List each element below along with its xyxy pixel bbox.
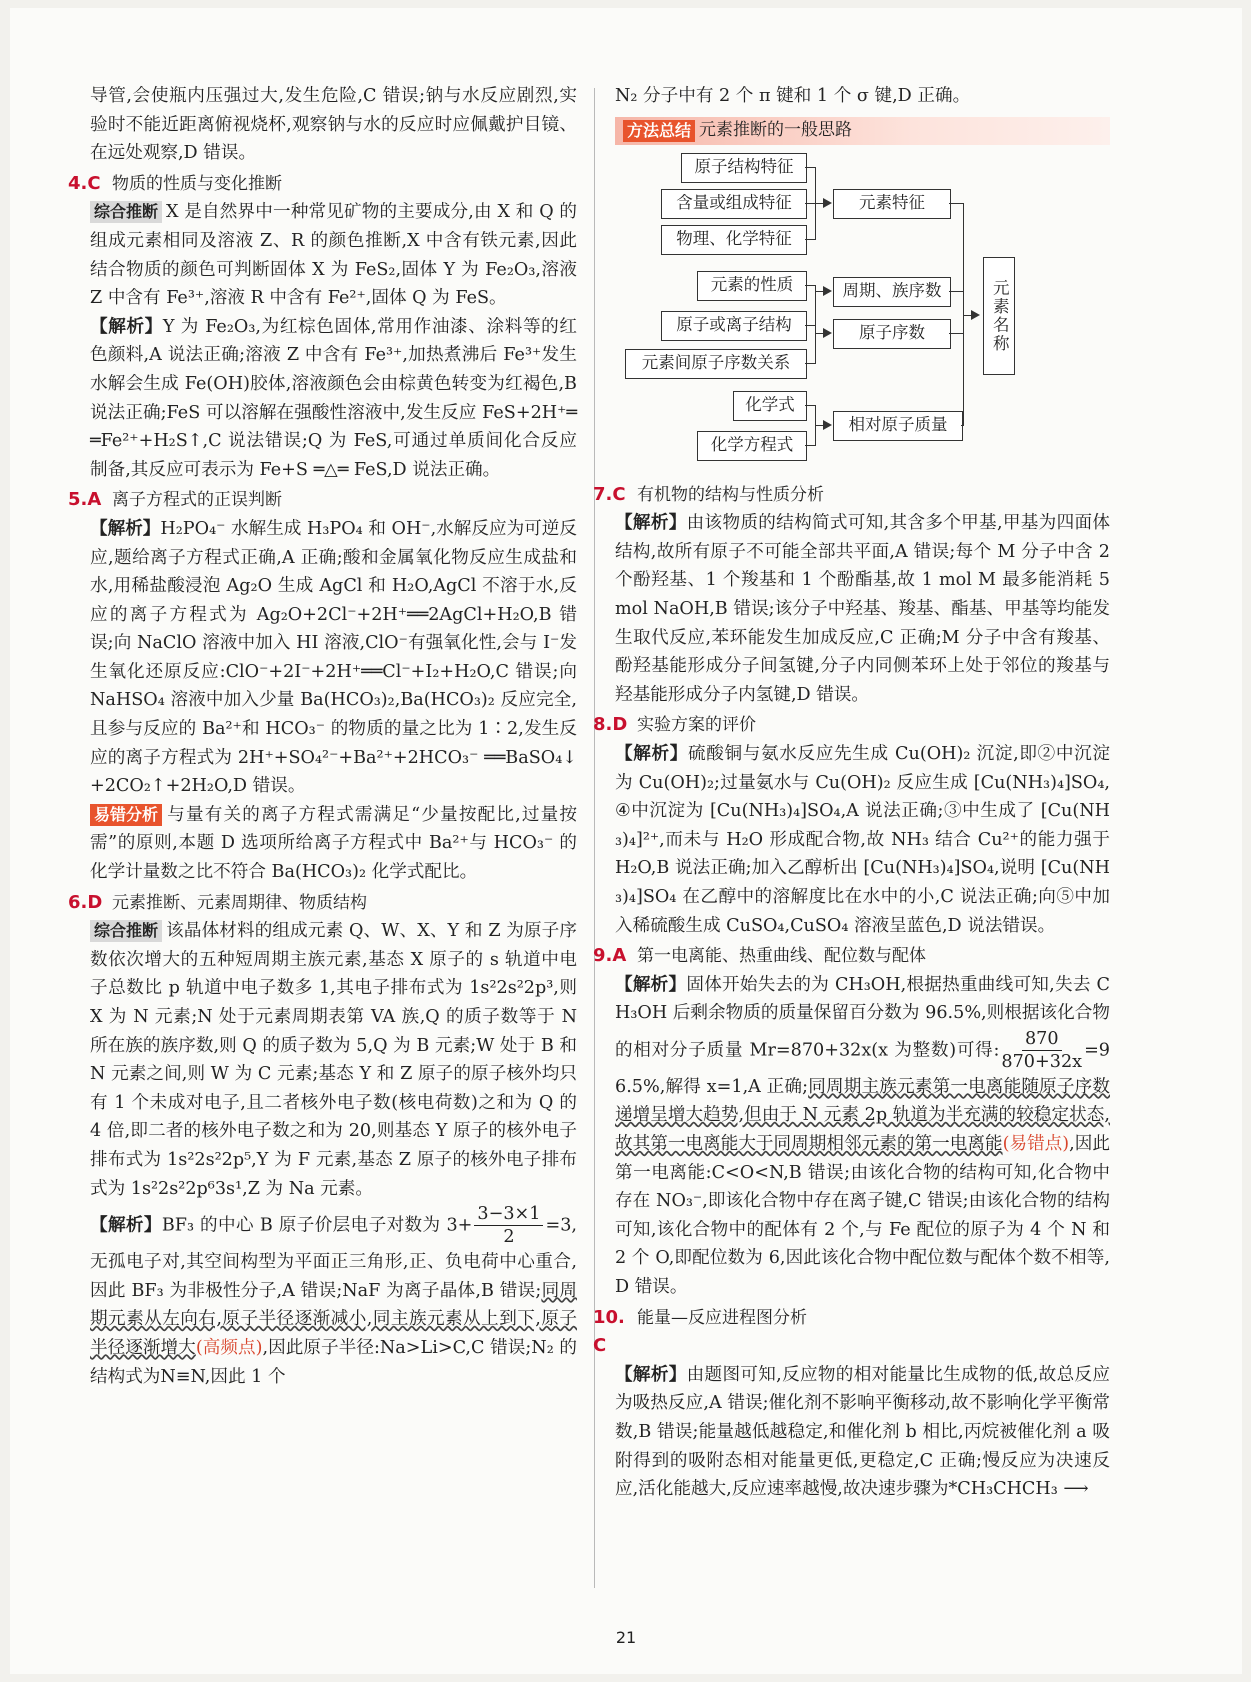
q4-tag: 综合推断 xyxy=(90,201,162,223)
q10-label: 【解析】 xyxy=(615,1364,687,1385)
method-summary-banner xyxy=(615,117,1110,145)
q8-header xyxy=(593,711,1110,740)
method-title: 元素推断的一般思路 xyxy=(699,120,853,141)
q9-analysis xyxy=(615,971,1110,1302)
q6-topic: 元素推断、元素周期律、物质结构 xyxy=(112,892,367,913)
q9-underlined: 同周期主族元素第一电离能随原子序数递增呈增大趋势,但由于 N 元素 2p 轨道为半充满的较稳定状态,故其第一电离能大于同周期相邻元素的第一电离能 xyxy=(615,1076,1110,1155)
q4-inference xyxy=(90,198,577,312)
q9-text-1: 固体开始失去的为 CH₃OH,根据热重曲线可知,失去 CH₃OH 后剩余物质的质量保留百分数为 96.5%,则根据该化合物的相对分子质量 Mr=870+32x(x 为整数)可得: xyxy=(615,974,1110,1061)
right-continuation: N₂ 分子中有 2 个 π 键和 1 个 σ 键,D 正确。 xyxy=(615,86,971,106)
flow-box-content-feature: 含量或组成特征 xyxy=(661,189,807,219)
q10-number: 10.C xyxy=(593,1306,625,1357)
q10-analysis xyxy=(615,1361,1110,1504)
q5-analysis-text: H₂PO₄⁻ 水解生成 H₃PO₄ 和 OH⁻,水解反应为可逆反应,题给离子方程式正确,A 正确;酸和金属氧化物反应生成盐和水,用稀盐酸浸泡 Ag₂O 生成 AgCl 和 H₂O,AgCl 不溶于水,反应的离子方程式为 Ag₂O+2Cl⁻+2H⁺══2AgCl+H₂O,B 错误;向 NaClO 溶液中加入 HI 溶液,ClO⁻有强氧化性,会与 I⁻发生氧化还原反应:ClO⁻+2I⁻+2H⁺══Cl⁻+I₂+H₂O,C 错误;向 NaHSO₄ 溶液中加入少量 Ba(HCO₃)₂,Ba(HCO₃)₂ 反应完全,且参与反应的 Ba²⁺和 HCO₃⁻ 的物质的量之比为 1∶2,发生反应的离子方程式为 2H⁺+SO₄²⁻+Ba²⁺+2HCO₃⁻ ══BaSO₄↓+2CO₂↑+2H₂O,D 错误。 xyxy=(90,518,577,797)
q5-analysis xyxy=(90,515,577,801)
q9-frac-numerator: 870 xyxy=(1022,1028,1062,1051)
flow-box-atomic-number: 原子序数 xyxy=(833,319,951,349)
q5-error-analysis xyxy=(90,801,577,887)
flow-box-atomic-number-relation: 元素间原子序数关系 xyxy=(625,349,807,379)
q7-topic: 有机物的结构与性质分析 xyxy=(637,484,824,505)
q8-analysis-text: 硫酸铜与氨水反应先生成 Cu(OH)₂ 沉淀,即②中沉淀为 Cu(OH)₂;过量氨水与 Cu(OH)₂ 反应生成 [Cu(NH₃)₄]SO₄,④中沉淀为 [Cu(NH₃)₄]SO₄,A 说法正确;③中生成了 [Cu(NH₃)₄]²⁺,而未与 H₂O 形成配合物,故 NH₃ 结合 Cu²⁺的能力强于 H₂O,B 说法正确;加入乙醇析出 [Cu(NH₃)₄]SO₄,说明 [Cu(NH₃)₄]SO₄ 在乙醇中的溶解度比在水中的小,C 说法正确;向⑤中加入稀硫酸生成 CuSO₄,CuSO₄ 溶液呈蓝色,D 说法错误。 xyxy=(615,743,1110,936)
q9-header xyxy=(593,942,1110,971)
q9-text-2: =96.5%,解得 x=1,A 正确; xyxy=(615,1040,1110,1097)
q9-number: 9.A xyxy=(593,945,627,967)
q5-topic: 离子方程式的正误判断 xyxy=(112,490,282,511)
flow-box-ion-structure: 原子或离子结构 xyxy=(661,311,807,341)
q5-number: 5.A xyxy=(68,489,102,511)
q5-header xyxy=(68,486,577,515)
q6-text-c: ,因此原子半径:Na>Li>C,C 错误;N₂ 的结构式为N≡N,因此 1 个 xyxy=(90,1337,577,1387)
q5-label: 【解析】 xyxy=(90,518,161,539)
q8-topic: 实验方案的评价 xyxy=(637,715,756,736)
q10-analysis-text: 由题图可知,反应物的相对能量比生成物的低,故总反应为吸热反应,A 错误;催化剂不影响平衡移动,故不影响化学平衡常数,B 错误;能量越低越稳定,和催化剂 b 相比,丙烷被催化剂 a 吸附得到的吸附态相对能量更低,更稳定,C 正确;慢反应为决速反应,活化能越大,反应速率越慢,故决速步骤为*CH₃CHCH₃ ⟶ xyxy=(615,1364,1110,1500)
q6-frac-denominator: 2 xyxy=(503,1227,515,1248)
q6-highlight: (高频点) xyxy=(195,1337,263,1358)
q9-topic: 第一电离能、热重曲线、配位数与配体 xyxy=(637,946,926,967)
left-column xyxy=(68,82,577,1391)
flow-box-period-group: 周期、族序数 xyxy=(833,277,951,307)
q4-number: 4.C xyxy=(68,172,101,194)
q6-inference xyxy=(90,917,577,1203)
q9-text-3: ,因此第一电离能:C<O<N,B 错误;由该化合物的结构可知,化合物中存在 NO₃⁻,即该化合物中存在离子键,C 错误;由该化合物的结构可知,该化合物中的配体有 2 个,与 Fe 配位的原子为 4 个 N 和 2 个 O,即配位数为 6,因此该化合物中配位数与配体个数不相等,D 错误。 xyxy=(615,1134,1110,1298)
q10-topic: 能量—反应进程图分析 xyxy=(637,1307,807,1328)
flow-box-chemical-equation: 化学方程式 xyxy=(697,431,807,461)
column-divider xyxy=(594,88,595,1588)
q9-frac-denominator: 870+32x xyxy=(1001,1051,1083,1072)
q6-text-a: BF₃ 的中心 B 原子价层电子对数为 3+ xyxy=(161,1215,473,1236)
q9-fraction xyxy=(1001,1028,1082,1073)
flow-box-chemical-formula: 化学式 xyxy=(733,391,807,421)
q7-analysis-text: 由该物质的结构简式可知,其含多个甲基,甲基为四面体结构,故所有原子不可能全部共平面,A 错误;每个 M 分子中含 2 个酚羟基、1 个羧基和 1 个酚酯基,故 1 mol M 最多能消耗 5 mol NaOH,B 错误;该分子中羟基、羧基、酯基、甲基等均能发生取代反应,苯环能发生加成反应,C 正确;M 分子中含有羧基、酚羟基能形成分子间氢键,分子内同侧苯环上处于邻位的羧基与羟基能形成分子内氢键,D 错误。 xyxy=(615,513,1110,705)
q4-analysis xyxy=(90,313,577,485)
q5-tag: 易错分析 xyxy=(90,804,162,826)
page xyxy=(10,8,1242,1674)
q8-analysis xyxy=(615,740,1110,940)
q10-header xyxy=(593,1304,1110,1361)
q9-label: 【解析】 xyxy=(615,974,687,995)
inference-flowchart xyxy=(623,149,1113,479)
q6-inference-text: 该晶体材料的组成元素 Q、W、X、Y 和 Z 为原子序数依次增大的五种短周期主族元素,基态 X 原子的 s 轨道中电子总数比 p 轨道中电子数多 1,其电子排布式为 1s²2s²2p³,则 X 为 N 元素;N 处于元素周期表第 VA 族,Q 的质子数等于 N 所在族的族序数,则 Q 的质子数为 5,Q 为 B 元素;W 处于 B 和 N 元素之间,则 W 为 C 元素;基态 Y 和 Z 原子的原子核外均只有 1 个未成对电子,且二者核外电子数(核电荷数)之和为 Q 的 4 倍,即二者的核外电子数之和为 20,则基态 Y 原子的核外电子排布式为 1s²2s²2p⁵,Y 为 F 元素,基态 Z 原子的核外电子排布式为 1s²2s²2p⁶3s¹,Z 为 Na 元素。 xyxy=(90,921,577,1199)
flow-box-element-property: 元素的性质 xyxy=(697,271,807,301)
q7-number: 7.C xyxy=(593,483,626,505)
q5-error-text: 与量有关的离子方程式需满足“少量按配比,过量按需”的原则,本题 D 选项所给离子方程式中 Ba²⁺与 HCO₃⁻ 的化学计量数之比不符合 Ba(HCO₃)₂ 化学式配比。 xyxy=(90,804,577,883)
flow-box-relative-atomic-mass: 相对原子质量 xyxy=(833,411,963,441)
q7-header xyxy=(593,481,1110,510)
q4-header xyxy=(68,170,577,199)
q4-analysis-text: Y 为 Fe₂O₃,为红棕色固体,常用作油漆、涂料等的红色颜料,A 说法正确;溶液 Z 中含有 Fe³⁺,加热煮沸后 Fe³⁺发生水解会生成 Fe(OH)胶体,溶液颜色会由棕黄色转变为红褐色,B 说法正确;FeS 可以溶解在强酸性溶液中,发生反应 FeS+2H⁺══Fe²⁺+H₂S↑,C 说法错误;Q 为 FeS,可通过单质间化合反应制备,其反应可表示为 Fe+S ═△═ FeS,D 说法正确。 xyxy=(90,316,577,480)
q6-header xyxy=(68,889,577,918)
q6-fraction xyxy=(474,1203,543,1248)
q6-frac-numerator: 3−3×1 xyxy=(474,1203,543,1226)
q6-number: 6.D xyxy=(68,891,103,913)
flow-box-atomic-structure: 原子结构特征 xyxy=(681,153,807,183)
q8-label: 【解析】 xyxy=(615,743,689,764)
flow-box-element-feature: 元素特征 xyxy=(833,189,951,219)
q6-label: 【解析】 xyxy=(90,1215,162,1236)
q7-analysis xyxy=(615,509,1110,709)
q8-number: 8.D xyxy=(593,714,628,736)
page-number: 21 xyxy=(615,1628,637,1647)
q6-underlined: 同周期元素从左向右,原子半径逐渐减小,同主族元素从上到下,原子半径逐渐增大 xyxy=(90,1280,577,1358)
right-column xyxy=(593,82,1110,1504)
q7-label: 【解析】 xyxy=(615,513,687,534)
q4-inference-text: X 是自然界中一种常见矿物的主要成分,由 X 和 Q 的组成元素相同及溶液 Z、R 的颜色推断,X 中含有铁元素,因此结合物质的颜色可判断固体 X 为 FeS₂,固体 Y 为 Fe₂O₃,溶液 Z 中含有 Fe³⁺,溶液 R 中含有 Fe²⁺,固体 Q 为 FeS。 xyxy=(90,202,577,309)
continuation-paragraph: 导管,会使瓶内压强过大,发生危险,C 错误;钠与水反应剧烈,实验时不能近距离俯视烧杯,观察钠与水的反应时应佩戴护目镜、在远处观察,D 错误。 xyxy=(90,86,577,164)
q4-label: 【解析】 xyxy=(90,316,163,337)
q9-highlight: (易错点) xyxy=(1002,1134,1070,1155)
flow-box-element-name: 元素名称 xyxy=(983,257,1015,375)
flow-box-phys-chem-feature: 物理、化学特征 xyxy=(661,225,807,255)
q6-analysis xyxy=(90,1203,577,1391)
q6-text-b: =3,无孤电子对,其空间构型为平面正三角形,正、负电荷中心重合,因此 BF₃ 为非极性分子,A 错误;NaF 为离子晶体,B 错误; xyxy=(90,1215,577,1301)
method-tag: 方法总结 xyxy=(623,120,695,142)
q4-topic: 物质的性质与变化推断 xyxy=(112,173,282,194)
q6-tag: 综合推断 xyxy=(90,920,162,942)
